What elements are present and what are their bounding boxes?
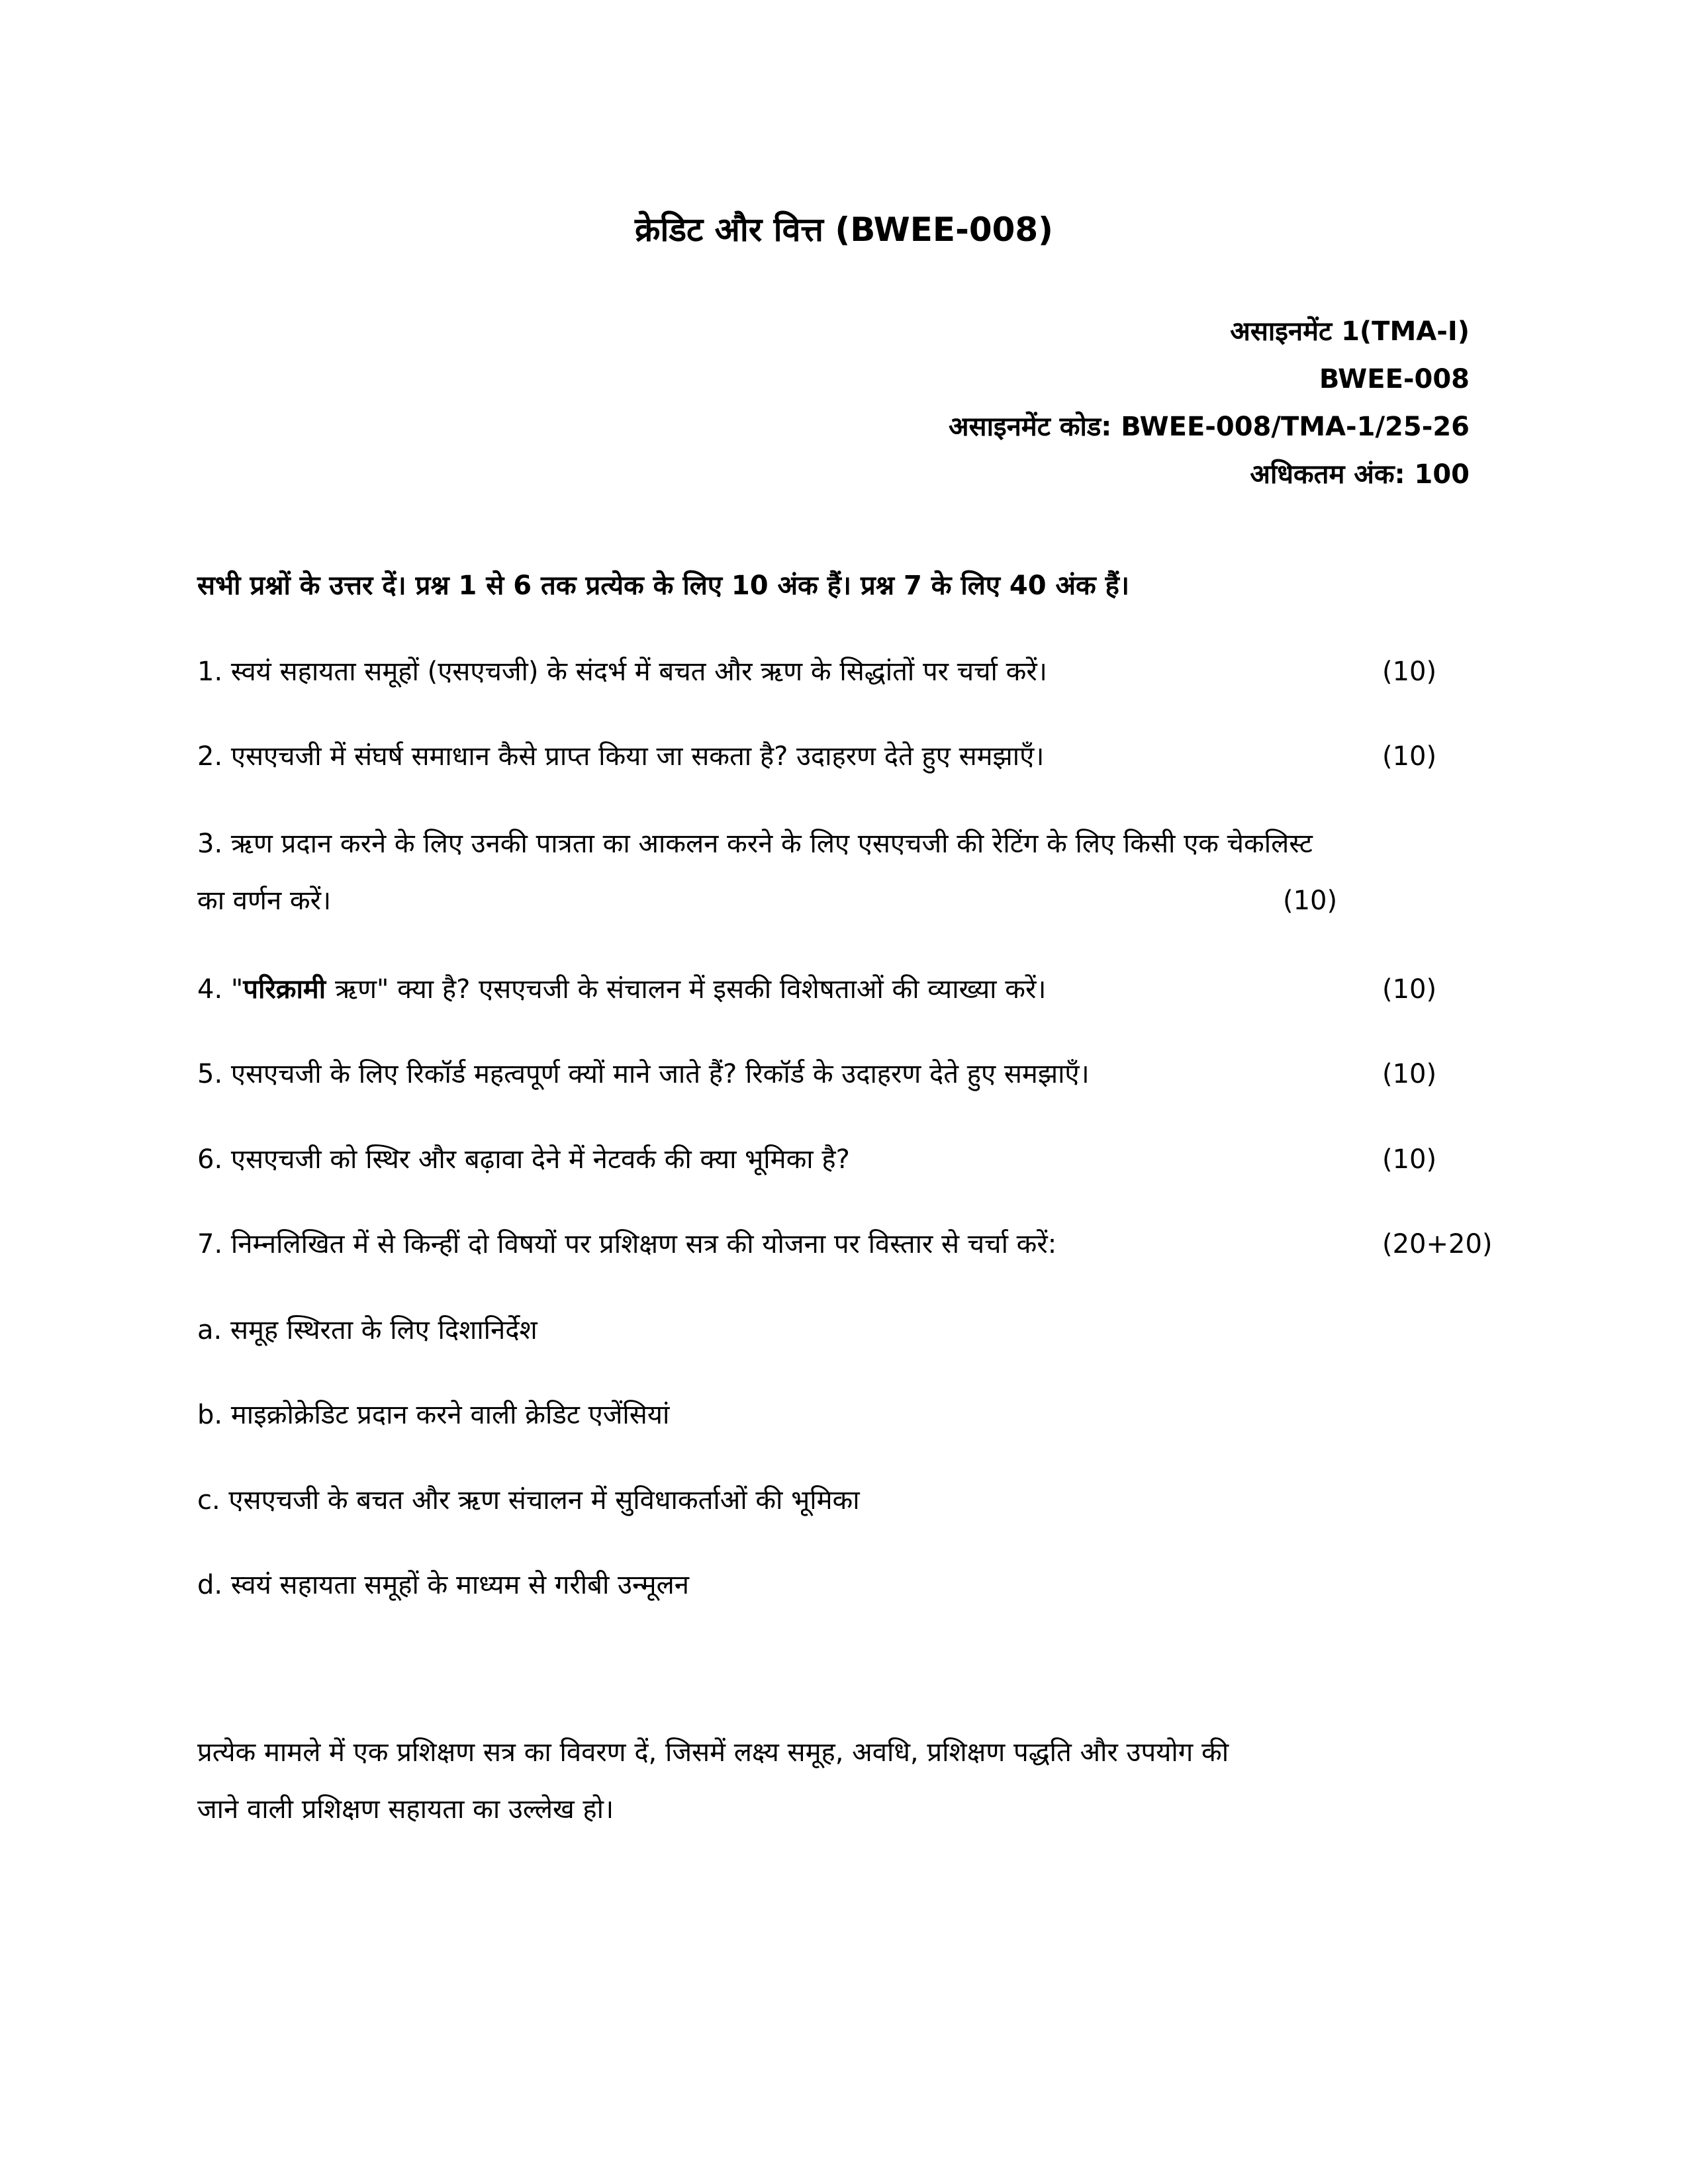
question-2 [197,737,1495,776]
assignment-code: असाइनमेंट कोड: BWEE-008/TMA-1/25-26 [948,412,1470,442]
question-5 [197,1054,1495,1094]
question-text-line-2: का वर्णन करें। [197,886,332,916]
question-text: ऋण" क्या है? एसएचजी के संचालन में इसकी विशेषताओं की व्याख्या करें। [335,974,1047,1005]
course-code: BWEE-008 [1319,364,1470,394]
question-4 [197,970,1495,1009]
instructions: सभी प्रश्नों के उत्तर दें। प्रश्न 1 से 6 तक प्रत्येक के लिए 10 अंक हैं। प्रश्न 7 के लिए 40 अंक हैं। [197,570,1130,601]
question-prefix: 4. " [197,974,244,1005]
question-marks: (20+20) [1382,1229,1493,1259]
question-marks: (10) [1382,1059,1437,1089]
closing-line-2: जाने वाली प्रशिक्षण सहायता का उल्लेख हो। [197,1794,614,1825]
question-text: 2. एसएचजी में संघर्ष समाधान कैसे प्राप्त किया जा सकता है? उदाहरण देते हुए समझाएँ। [197,741,1045,772]
question-marks: (10) [1382,657,1437,687]
closing-line-1: प्रत्येक मामले में एक प्रशिक्षण सत्र का विवरण दें, जिसमें लक्ष्य समूह, अवधि, प्रशिक्षण पद्धति और उपयोग की [197,1737,1229,1768]
question-marks: (10) [1382,974,1437,1005]
option-a: a. समूह स्थिरता के लिए दिशानिर्देश [197,1315,538,1345]
assignment-meta [949,308,1470,498]
option-b: b. माइक्रोक्रेडिट प्रदान करने वाली क्रेडिट एजेंसियां [197,1400,670,1430]
question-marks: (10) [1283,886,1338,916]
question-marks: (10) [1382,1144,1437,1175]
max-marks: अधिकतम अंक: 100 [1250,459,1470,490]
question-text: 6. एसएचजी को स्थिर और बढ़ावा देने में नेटवर्क की क्या भूमिका है? [197,1144,850,1175]
page-title: क्रेडिट और वित्त (BWEE-008) [634,210,1054,249]
closing-paragraph [197,1733,1495,1846]
question-text: 5. एसएचजी के लिए रिकॉर्ड महत्वपूर्ण क्यों माने जाते हैं? रिकॉर्ड के उदाहरण देते हुए समझाएँ। [197,1059,1090,1089]
question-marks: (10) [1382,741,1437,772]
question-text-line-1: 3. ऋण प्रदान करने के लिए उनकी पात्रता का आकलन करने के लिए एसएचजी की रेटिंग के लिए किसी एक चेकलिस्ट [197,829,1313,859]
question-bold-term: परिक्रामी [243,974,336,1005]
question-7 [197,1224,1495,1264]
question-3 [197,824,1495,938]
assignment-number: असाइनमेंट 1(TMA-I) [1230,316,1470,347]
option-c: c. एसएचजी के बचत और ऋण संचालन में सुविधाकर्ताओं की भूमिका [197,1485,860,1516]
question-6 [197,1140,1495,1179]
question-1 [197,652,1495,692]
option-d: d. स्वयं सहायता समूहों के माध्यम से गरीबी उन्मूलन [197,1570,689,1600]
question-text: 7. निम्नलिखित में से किन्हीं दो विषयों पर प्रशिक्षण सत्र की योजना पर विस्तार से चर्चा करें: [197,1229,1057,1259]
question-text: 1. स्वयं सहायता समूहों (एसएचजी) के संदर्भ में बचत और ऋण के सिद्धांतों पर चर्चा करें। [197,657,1047,687]
